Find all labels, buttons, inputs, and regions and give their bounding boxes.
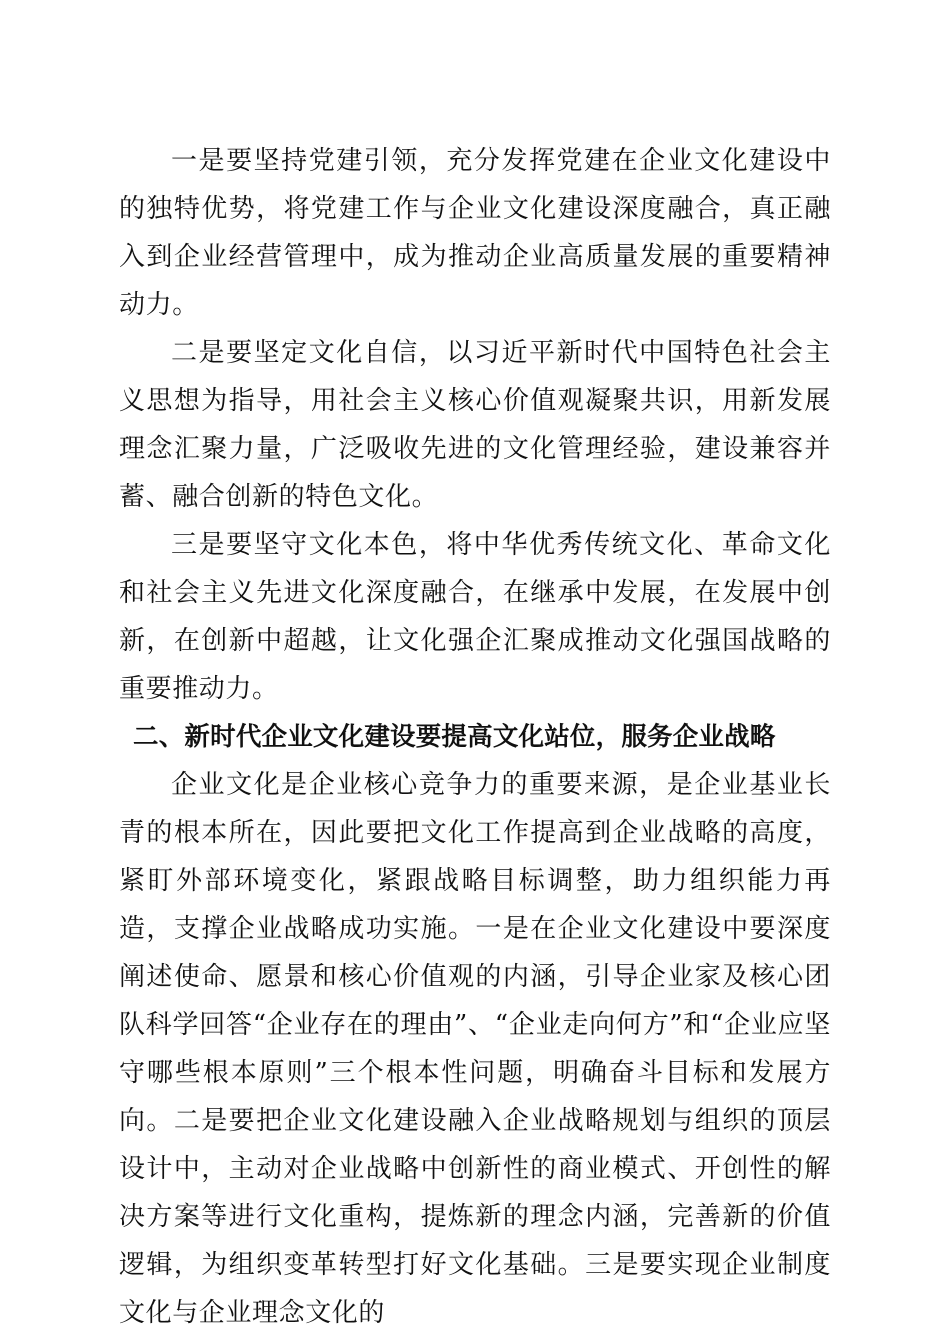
paragraph-3: 三是要坚守文化本色，将中华优秀传统文化、革命文化和社会主义先进文化深度融合，在继承中发展，在发展中创新，在创新中超越，让文化强企汇聚成推动文化强国战略的重要推动力。 [119,530,831,704]
paragraph-2: 二是要坚定文化自信，以习近平新时代中国特色社会主义思想为指导，用社会主义核心价值观凝聚共识，用新发展理念汇聚力量，广泛吸收先进的文化管理经验，建设兼容并蓄、融合创新的特色文化。 [119,338,831,512]
paragraph-1: 一是要坚持党建引领，充分发挥党建在企业文化建设中的独特优势，将党建工作与企业文化建设深度融合，真正融入到企业经营管理中，成为推动企业高质量发展的重要精神动力。 [119,146,831,320]
section-heading: 二、新时代企业文化建设要提高文化站位，服务企业战略 [133,722,776,752]
section-body-paragraph: 企业文化是企业核心竞争力的重要来源，是企业基业长青的根本所在，因此要把文化工作提高到企业战略的高度，紧盯外部环境变化，紧跟战略目标调整，助力组织能力再造，支撑企业战略成功实施。一是在企业文化建设中要深度阐述使命、愿景和核心价值观的内涵，引导企业家及核心团队科学回答“企业存在的理由”、“企业走向何方”和“企业应坚守哪些根本原则”三个根本性问题，明确奋斗目标和发展方向。二是要把企业文化建设融入企业战略规划与组织的顶层设计中，主动对企业战略中创新性的商业模式、开创性的解决方案等进行文化重构，提炼新的理念内涵，完善新的价值逻辑，为组织变革转型打好文化基础。三是要实现企业制度文化与企业理念文化的 [119,770,831,1328]
document-body [119,137,831,1337]
